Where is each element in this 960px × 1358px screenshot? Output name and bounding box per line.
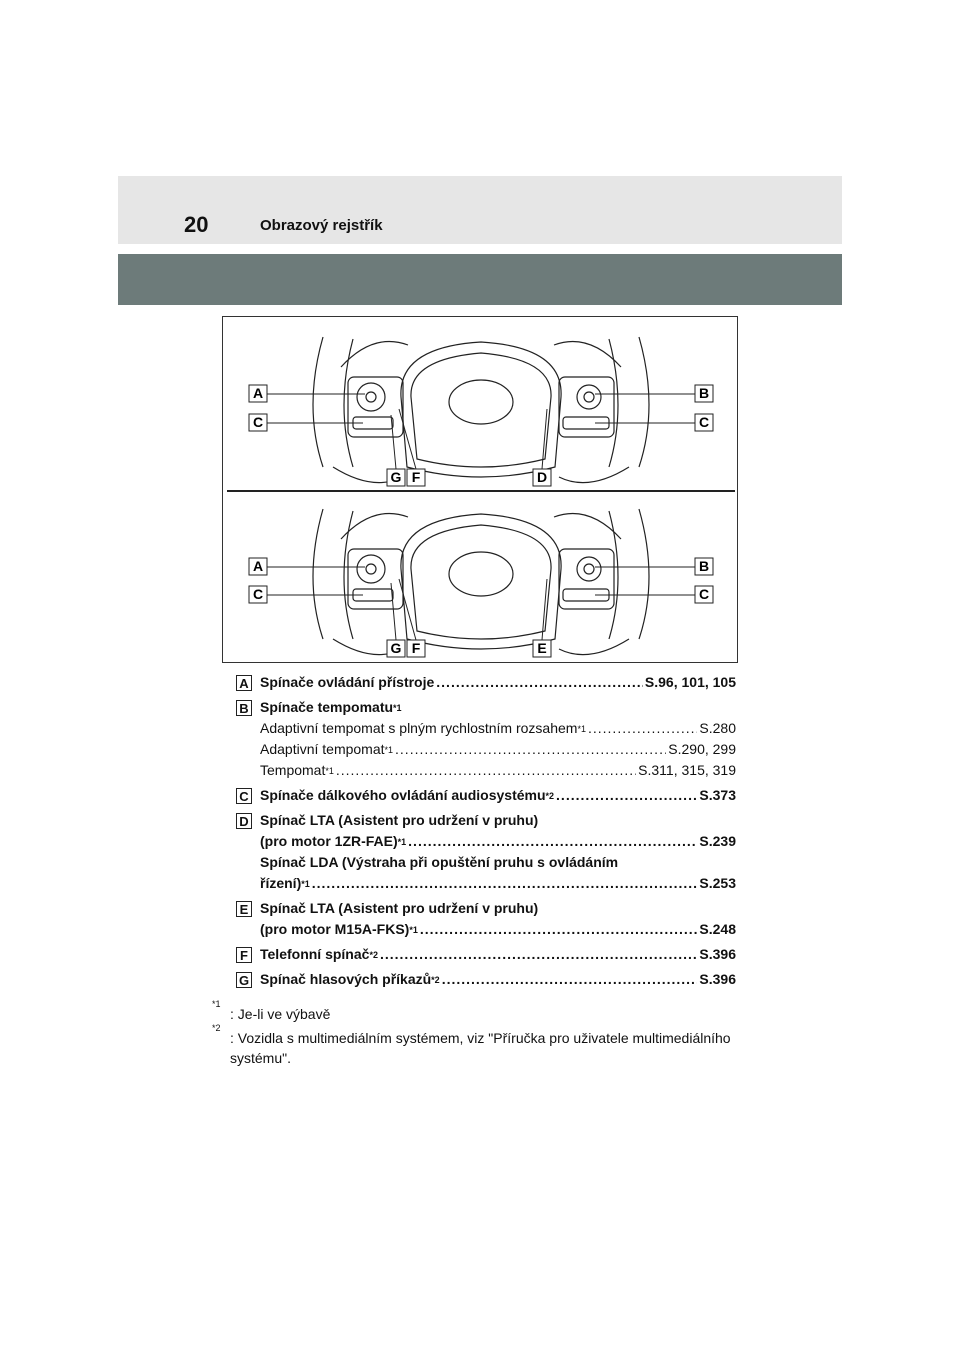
item-line: (pro motor 1ZR-FAE) $^{*1}$ ..... S.239 [260,831,736,852]
item-line: (pro motor M15A-FKS) $^{*1}$ ..... S.248 [260,919,736,940]
dot-leader [312,873,698,893]
steering-wheel-diagram [223,317,739,664]
footnote: *2 : Vozidla s multimediálním systémem, viz "Příručka pro uživatele multimediálního systému". [212,1023,731,1066]
rim-bottom-right [559,639,629,655]
item-line: Telefonní spínač $^{*2}$ ..... S.396 [260,944,736,965]
page-reference: S.239 [699,833,736,849]
item-badge: B [236,700,252,716]
dot-leader [395,739,666,759]
page-reference: S.311, 315, 319 [638,762,736,778]
item-text: Spínač LTA (Asistent pro udržení v pruhu) [260,900,539,916]
item-line: Adaptivní tempomat s plným rychlostním rozsahem $^{*1}$ ..... S.280 [260,718,736,739]
item-text: Spínače dálkového ovládání audiosystému [260,787,546,803]
callout-label: A [252,385,264,401]
steering-wheel [313,509,649,655]
callout-label: B [698,558,710,574]
callout-label: F [411,469,421,485]
callout-label: D [536,469,548,485]
dot-leader [420,919,698,939]
page-reference: S.290, 299 [668,741,736,757]
dot-leader [408,831,697,851]
item-line [260,672,736,693]
item-badge: G [236,972,252,988]
index-item [236,672,736,697]
item-line: Adaptivní tempomat $^{*1}$ ..... S.290, 299 [260,739,736,760]
index-list [236,672,736,994]
right-dial [577,385,601,409]
right-switch-panel [559,377,614,437]
left-dial [357,555,385,583]
page-reference: S.96, 101, 105 [644,674,736,690]
wheel-hub-inner [411,525,551,639]
item-badge: C [236,788,252,804]
item-line: Spínače dálkového ovládání audiosystému $^{*2}$ ..... S.373 [260,785,736,806]
item-badge: A [236,675,252,691]
left-dial-center [366,392,376,402]
item-text: Spínač LDA (Výstraha při opuštění pruhu s ovládáním [260,854,619,870]
dot-leader [556,785,697,805]
item-text: Spínače ovládání přístroje [260,674,435,690]
item-badge: D [236,813,252,829]
footnote-text: : Je-li ve výbavě [230,1006,331,1022]
item-text: (pro motor 1ZR-FAE) [260,833,398,849]
item-text: Adaptivní tempomat s plným rychlostním rozsahem [260,720,578,736]
dot-leader [380,944,697,964]
page-reference: S.253 [699,875,736,891]
index-item [236,969,736,994]
page-number: 20 [184,212,209,237]
callout-label: C [698,414,710,430]
dot-leader [588,718,697,738]
item-line [260,810,736,831]
dot-leader [442,969,698,989]
right-dial [577,557,601,581]
item-text: Spínače tempomatu [260,699,394,715]
left-switch-panel [348,377,403,437]
item-text: řízení) [260,875,302,891]
airbag-emblem [449,552,513,596]
section-band [118,254,842,305]
left-switch-panel [348,549,403,609]
page-reference: S.373 [699,787,736,803]
callout-label: A [252,558,264,574]
callout-label: C [252,414,264,430]
page-reference: S.396 [699,971,736,987]
page-reference: S.396 [699,946,736,962]
footnotes [212,999,752,1072]
left-dial-center [366,564,376,574]
index-item [236,697,736,785]
right-dial-center [584,564,594,574]
item-line: Tempomat $^{*1}$ ..... S.311, 315, 319 [260,760,736,781]
callout-label: E [537,640,547,656]
right-dial-center [584,392,594,402]
callout-label: C [698,586,710,602]
page-title: Obrazový rejstřík [260,217,383,234]
callout-label: F [411,640,421,656]
item-text: Tempomat [260,762,326,778]
rim-right [639,337,649,467]
callout-label: B [698,385,710,401]
rim-left [313,509,323,639]
callout-line [542,409,547,469]
item-line [260,852,736,873]
wheel-hub [401,514,561,649]
callout-label: C [252,586,264,602]
steering-wheel-figure [222,316,738,663]
item-text: Adaptivní tempomat [260,741,385,757]
index-item [236,944,736,969]
left-dial [357,383,385,411]
item-text: (pro motor M15A-FKS) [260,921,410,937]
item-text: Spínač LTA (Asistent pro udržení v pruhu) [260,812,539,828]
callout-label: G [390,469,402,485]
wheel-hub [401,342,561,477]
item-line: Spínač hlasových příkazů $^{*2}$ ..... S.396 [260,969,736,990]
item-badge: E [236,901,252,917]
dot-leader [436,672,643,692]
rim-bottom-right [559,467,629,483]
rim-left [313,337,323,467]
dot-leader [336,760,636,780]
item-line: řízení) $^{*1}$ ..... S.253 [260,873,736,894]
index-item [236,785,736,810]
item-badge: F [236,947,252,963]
item-line: Spínače tempomatu $^{*1}$ [260,699,402,715]
item-line [260,898,736,919]
footnote: *1 : Je-li ve výbavě [212,999,331,1022]
airbag-emblem [449,380,513,424]
item-text: Telefonní spínač [260,946,370,962]
index-item [236,898,736,944]
footnote-text: : Vozidla s multimediálním systémem, viz "Příručka pro uživatele multimediálního systému". [230,1030,731,1066]
steering-wheel [313,337,649,483]
page-reference: S.280 [699,720,736,736]
page-reference: S.248 [699,921,736,937]
item-text: Spínač hlasových příkazů [260,971,432,987]
rim-right [639,509,649,639]
page-header [118,176,842,244]
callout-label: G [390,640,402,656]
wheel-hub-inner [411,353,551,467]
right-switch-panel [559,549,614,609]
index-item [236,810,736,898]
